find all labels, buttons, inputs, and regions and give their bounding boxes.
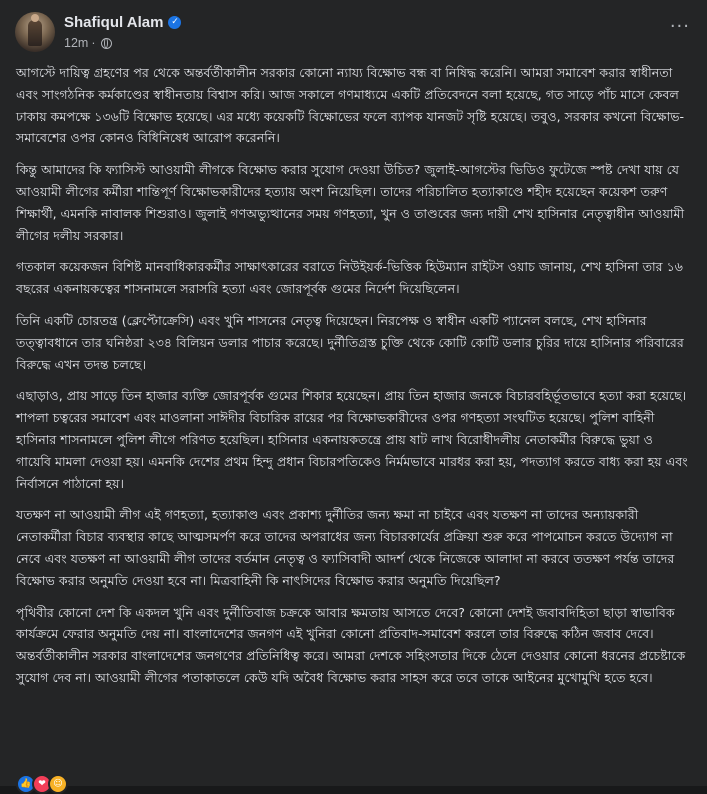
post-header — [15, 12, 692, 56]
author-avatar[interactable] — [15, 12, 55, 52]
post-time[interactable]: 12m — [64, 36, 89, 50]
like-reaction-icon: 👍 — [16, 774, 36, 794]
post-body — [16, 62, 690, 699]
reaction-summary[interactable] — [16, 774, 68, 794]
post-meta — [64, 36, 112, 50]
post-paragraph: কিন্তু আমাদের কি ফ্যাসিস্ট আওয়ামী লীগকে বিক্ষোভ করার সুযোগ দেওয়া উচিত? জুলাই-আগস্টের ভিডিও ফুটেজে স্পষ্ট দেখা যায় যে আওয়ামী লীগের কর্মীরা শান্তিপূর্ণ বিক্ষোভকারীদের হত্যায় অংশ নিয়েছিল। তাদের পরিচালিত হত্যাকাণ্ডে শহীদ হয়েছেন কয়েকশ তরুণ শিক্ষার্থী, এমনকি নাবালক শিশুরাও। জুলাই গণঅভ্যুত্থানের সময় গণহত্যা, খুন ও তাণ্ডবের জন্য দায়ী শেখ হাসিনার নেতৃত্বাধীন আওয়ামী লীগের দলীয় সরকার। — [16, 162, 685, 243]
author-name-row — [64, 14, 181, 31]
haha-reaction-icon: ☺ — [48, 774, 68, 794]
author-name[interactable]: Shafiqul Alam — [64, 14, 164, 31]
post-paragraph: পৃথিবীর কোনো দেশ কি একদল খুনি এবং দুর্নীতিবাজ চক্রকে আবার ক্ষমতায় আসতে দেবে? কোনো দেশই জবাবদিহিতা ছাড়া স্বাভাবিক কার্যক্রমে ফেরার অনুমতি দেয় না। বাংলাদেশের জনগণ এই খুনিরা কোনো প্রতিবাদ-সমাবেশ করলে তার বিরুদ্ধে কঠিন জবাব দেবে। অন্তর্বর্তীকালীন সরকার বাংলাদেশের জনগণের প্রতিনিধিত্ব করে। আমরা দেশকে সহিংসতার দিকে ঠেলে দেওয়ার কোনো ধরনের প্রচেষ্টাকে সুযোগ দেব না। আওয়ামী লীগের পতাকাতলে কেউ যদি অবৈধ বিক্ষোভ করার সাহস করে তবে তাকে আইনের মুখোমুখি হতে হবে। — [16, 604, 686, 685]
post-paragraph: যতক্ষণ না আওয়ামী লীগ এই গণহত্যা, হত্যাকাণ্ড এবং প্রকাশ্য দুর্নীতির জন্য ক্ষমা না চাইবে এবং যতক্ষণ না তাদের অন্যায়কারী নেতাকর্মীরা বিচার ব্যবস্থার কাছে আত্মসমর্পণ করে তাদের অপরাধের জন্য বিচারকার্যের প্রক্রিয়া শুরু করে পাপমোচন করতে উদ্যোগ না নেবে এবং যতক্ষণ না আওয়ামী লীগ তাদের বর্তমান নেতৃত্ব ও ফ্যাসিবাদী আদর্শ থেকে নিজেকে আলাদা না করবে ততক্ষণ পর্যন্ত তাদের বিক্ষোভ করার অনুমতি দেওয়া হবে না। মিত্রবাহিনী কি নাৎসিদের বিক্ষোভ করার অনুমতি দিয়েছিল? — [16, 507, 675, 588]
post-paragraph: আগস্টে দায়িত্ব গ্রহণের পর থেকে অন্তর্বর্তীকালীন সরকার কোনো ন্যায্য বিক্ষোভ বন্ধ বা নিষিদ্ধ করেনি। আমরা সমাবেশ করার স্বাধীনতা এবং সাংগঠনিক কর্মকাণ্ডের স্বাধীনতায় বিশ্বাস করি। আজ সকালে গণমাধ্যমে একটি প্রতিবেদনে বলা হয়েছে, গত সাড়ে পাঁচ মাসে কেবল ঢাকায় কমপক্ষে ১৩৬টি বিক্ষোভ হয়েছে। এর মধ্যে কয়েকটি বিক্ষোভের ফলে ব্যাপক যানজট সৃষ্টি হয়েছে। তবুও, সরকার কখনো বিক্ষোভ-সমাবেশের ওপর কোনও বিধিনিষেধ আরোপ করেননি। — [16, 65, 685, 146]
more-options-icon[interactable]: ··· — [669, 16, 690, 37]
post-paragraph: তিনি একটি চোরতন্ত্র (ক্লেপ্টোক্রেসি) এবং খুনি শাসনের নেতৃত্ব দিয়েছেন। নিরপেক্ষ ও স্বাধীন একটি প্যানেল বলছে, শেখ হাসিনার তত্ত্বাবধানে তার ঘনিষ্ঠরা ২৩৪ বিলিয়ন ডলার পাচার করেছে। দুর্নীতিগ্রস্ত চুক্তি থেকে কোটি কোটি ডলার চুরির দায়ে হাসিনার পরিবারের বিরুদ্ধে এখন তদন্ত চলছে। — [16, 312, 684, 372]
avatar-figure — [28, 20, 42, 46]
post-paragraph: গতকাল কয়েকজন বিশিষ্ট মানবাধিকারকর্মীর সাক্ষাৎকারের বরাতে নিউইয়র্ক-ভিত্তিক হিউম্যান রাইটস ওয়াচ জানায়, শেখ হাসিনা তার ১৬ বছরের একনায়কত্বের শাসনামলে সরাসরি হত্যা এবং জোরপূর্বক গুমের নির্দেশ দিয়েছিলেন। — [16, 259, 683, 297]
post-paragraph: এছাড়াও, প্রায় সাড়ে তিন হাজার ব্যক্তি জোরপূর্বক গুমের শিকার হয়েছেন। প্রায় তিন হাজার জনকে বিচারবহির্ভূতভাবে হত্যা করা হয়েছে। শাপলা চত্বরের সমাবেশ এবং মাওলানা সাঈদীর বিচারিক রায়ের পর বিক্ষোভকারীদের ওপর গণহত্যা সংঘটিত হয়েছে। পুলিশ বাহিনী হাসিনার শাসনামলে পুলিশ লীগে পরিণত হয়েছিল। হাসিনার একনায়কতন্ত্রে প্রায় ষাট লাখ বিরোধীদলীয় নেতাকর্মীর বিরুদ্ধে ভুয়া ও গায়েবি মামলা দেওয়া হয়। এমনকি দেশের প্রথম হিন্দু প্রধান বিচারপতিকেও নির্মমভাবে মারধর করা হয়, পদত্যাগ করতে বাধ্য করা হয় এবং নির্বাসনে পাঠানো হয়। — [16, 388, 688, 491]
globe-icon[interactable] — [101, 38, 112, 49]
verified-badge-icon: ✓ — [168, 16, 181, 29]
meta-separator: · — [91, 36, 96, 50]
love-reaction-icon: ❤ — [32, 774, 52, 794]
